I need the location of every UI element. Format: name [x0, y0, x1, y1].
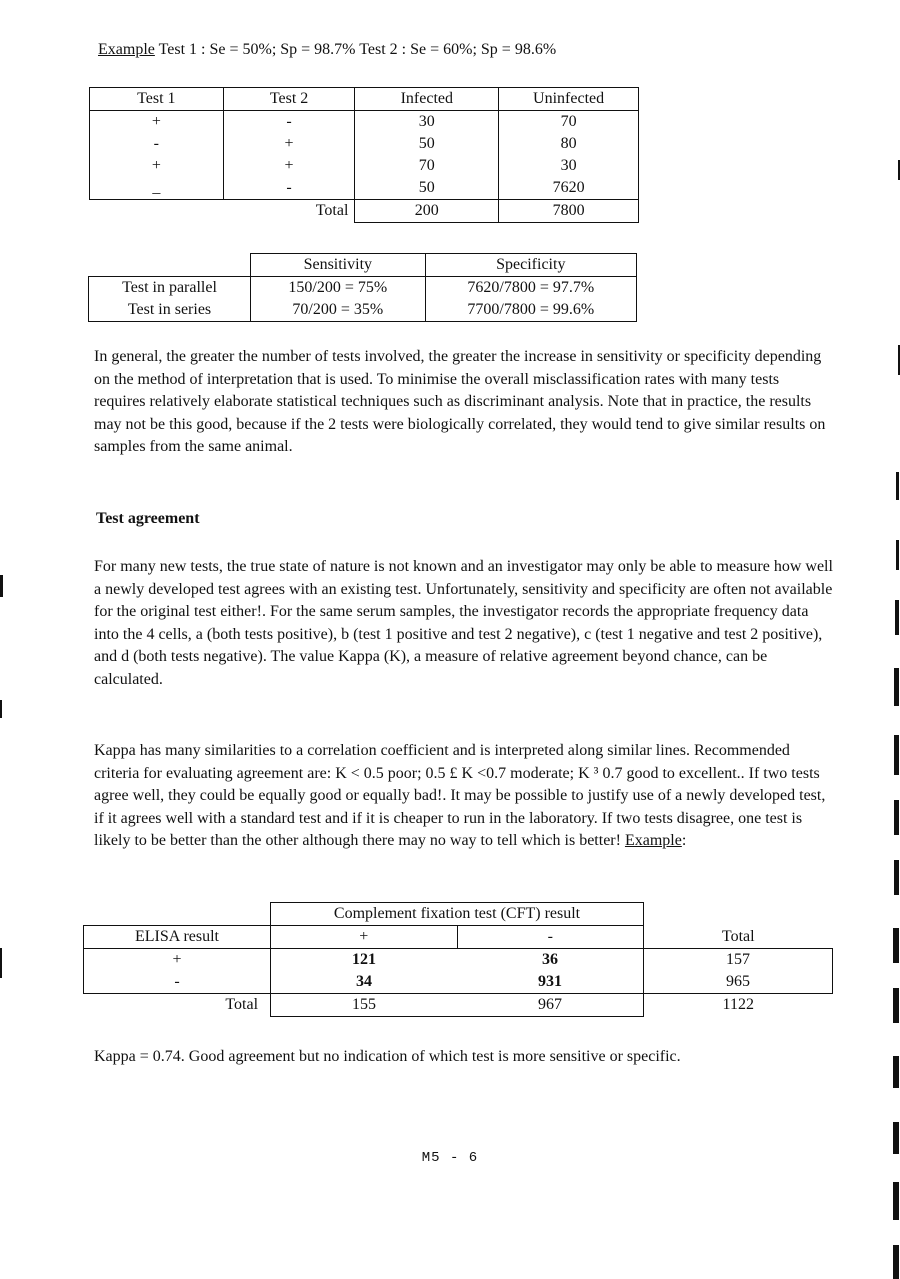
- paragraph-kappa: Kappa has many similarities to a correlation coefficient and is interpreted along similar lines. Recommended criteria for evaluating agreement are: K < 0.5 poor; 0.5 £ K <0.7 moderate; K ³ 0.7 good to excellent.. If two tests agree well, they could be equally good or equally bad!. It may be possible to justify use of a newly developed test, if it agrees well with a standard test and if it is cheaper to run in the laboratory. If two tests disagree, one test is likely to be better than the other although there may no way to tell which is better! Example:: [94, 742, 826, 849]
- col-header: Uninfected: [499, 88, 639, 111]
- test-results-table: [89, 87, 639, 223]
- col-header: Infected: [355, 88, 499, 111]
- table-cell: +: [90, 155, 224, 177]
- cft-plus: +: [271, 926, 458, 949]
- paragraph-general: In general, the greater the number of tests involved, the greater the increase in sensitivity or specificity depending on the method of interpretation that is used. To minimise the overall misclassification rates with many tests requires relatively elaborate statistical techniques such as discriminant analysis. Note that in practice, the results may not be this good, because if the 2 tests were biologically correlated, they would tend to give similar results on samples from the same animal.: [94, 348, 826, 455]
- table-cell: +: [223, 133, 355, 155]
- table-cell: +: [223, 155, 355, 177]
- table-cell: -: [223, 177, 355, 200]
- table-row: [90, 111, 639, 134]
- table-cell: 7700/7800 = 99.6%: [467, 301, 595, 318]
- table-cell: 157: [726, 951, 750, 968]
- table-cell: 50: [355, 133, 499, 155]
- total-label: Total: [223, 200, 355, 223]
- paragraph-kappa-text: Kappa has many similarities to a correlation coefficient and is interpreted along similar lines. Recommended criteria for evaluating agreement are: K < 0.5 poor; 0.5 £ K <0.7 moderate; K ³ 0.7 good to excellent.. If two tests agree well, they could be equally good or equally bad!. It may be possible to justify use of a newly developed test, if it agrees well with a standard test and if it is cheaper to run in the laboratory. If two tests disagree, one test is likely to be better than the other although there may no way to tell which is better!: [94, 742, 826, 849]
- table-cell: 50: [355, 177, 499, 200]
- table-cell: 931: [457, 971, 644, 994]
- table-cell: 80: [560, 135, 577, 152]
- paragraph-test-agreement: For many new tests, the true state of nature is not known and an investigator may only be able to measure how well a newly developed test agrees with an existing test. Unfortunately, sensitivity and specificity are often not available for the original test either!. For the same serum samples, the investigator records the appropriate frequency data into the 4 cells, a (both tests positive), b (test 1 positive and test 2 negative), c (test 1 negative and test 2 positive), and d (both tests negative). The value Kappa (K), a measure of relative agreement beyond chance, can be calculated.: [94, 558, 833, 688]
- section-heading: Test agreement: [96, 510, 200, 527]
- example-label: Example: [624, 832, 682, 849]
- table-cell: 70/200 = 35%: [251, 299, 426, 322]
- table-cell: 36: [457, 949, 644, 972]
- table-cell: 121: [352, 951, 377, 968]
- table-cell: 30: [355, 111, 499, 134]
- total-uninfected: 7800: [499, 200, 639, 223]
- table-cell: 70: [355, 155, 499, 177]
- table-row: [84, 971, 833, 994]
- kappa-line: Kappa = 0.74. Good agreement but no indication of which test is more sensitive or specific.: [94, 1048, 681, 1065]
- total-neg: 967: [457, 994, 644, 1017]
- col-header: Specificity: [425, 254, 636, 277]
- col-header: Test 1: [90, 88, 224, 111]
- table-cell: -: [223, 111, 355, 134]
- elisa-cft-table: [83, 902, 833, 1017]
- col-header: Sensitivity: [251, 254, 426, 277]
- row-label: -: [84, 971, 271, 994]
- cft-minus: -: [457, 926, 644, 949]
- col-header: Test 2: [223, 88, 355, 111]
- sensitivity-specificity-table: [88, 253, 637, 322]
- table-row: [84, 949, 833, 972]
- total-pos: 155: [271, 994, 458, 1017]
- page-footer: M5 - 6: [421, 1150, 479, 1166]
- row-label: Test in series: [89, 299, 251, 322]
- total-label: Total: [84, 994, 271, 1017]
- grand-total: 1122: [722, 996, 754, 1014]
- table-cell: 7620: [552, 179, 585, 196]
- table-cell: 150/200 = 75%: [251, 277, 426, 300]
- elisa-label: ELISA result: [84, 926, 271, 949]
- cft-header: Complement fixation test (CFT) result: [271, 903, 644, 926]
- table-row: [90, 133, 639, 155]
- total-infected: 200: [355, 200, 499, 223]
- table-row: [89, 277, 637, 300]
- table-cell: 30: [560, 157, 577, 174]
- example-line: [98, 41, 556, 59]
- table-cell: 7620/7800 = 97.7%: [467, 279, 595, 296]
- table-cell: _: [90, 177, 224, 200]
- table-row: [90, 155, 639, 177]
- table-cell: 965: [726, 973, 750, 990]
- total-header: Total: [721, 928, 755, 945]
- row-label: Test in parallel: [89, 277, 251, 300]
- example-label: Example: [98, 41, 155, 58]
- table-cell: 70: [560, 113, 577, 130]
- table-cell: 34: [356, 973, 373, 990]
- example-text: Test 1 : Se = 50%; Sp = 98.7% Test 2 : Se = 60%; Sp = 98.6%: [154, 41, 557, 58]
- table-row: [90, 177, 639, 200]
- table-cell: -: [90, 133, 224, 155]
- row-label: +: [84, 949, 271, 972]
- table-row: [89, 299, 637, 322]
- total-row: [90, 200, 639, 223]
- table-cell: +: [90, 111, 224, 134]
- total-row: [84, 994, 833, 1017]
